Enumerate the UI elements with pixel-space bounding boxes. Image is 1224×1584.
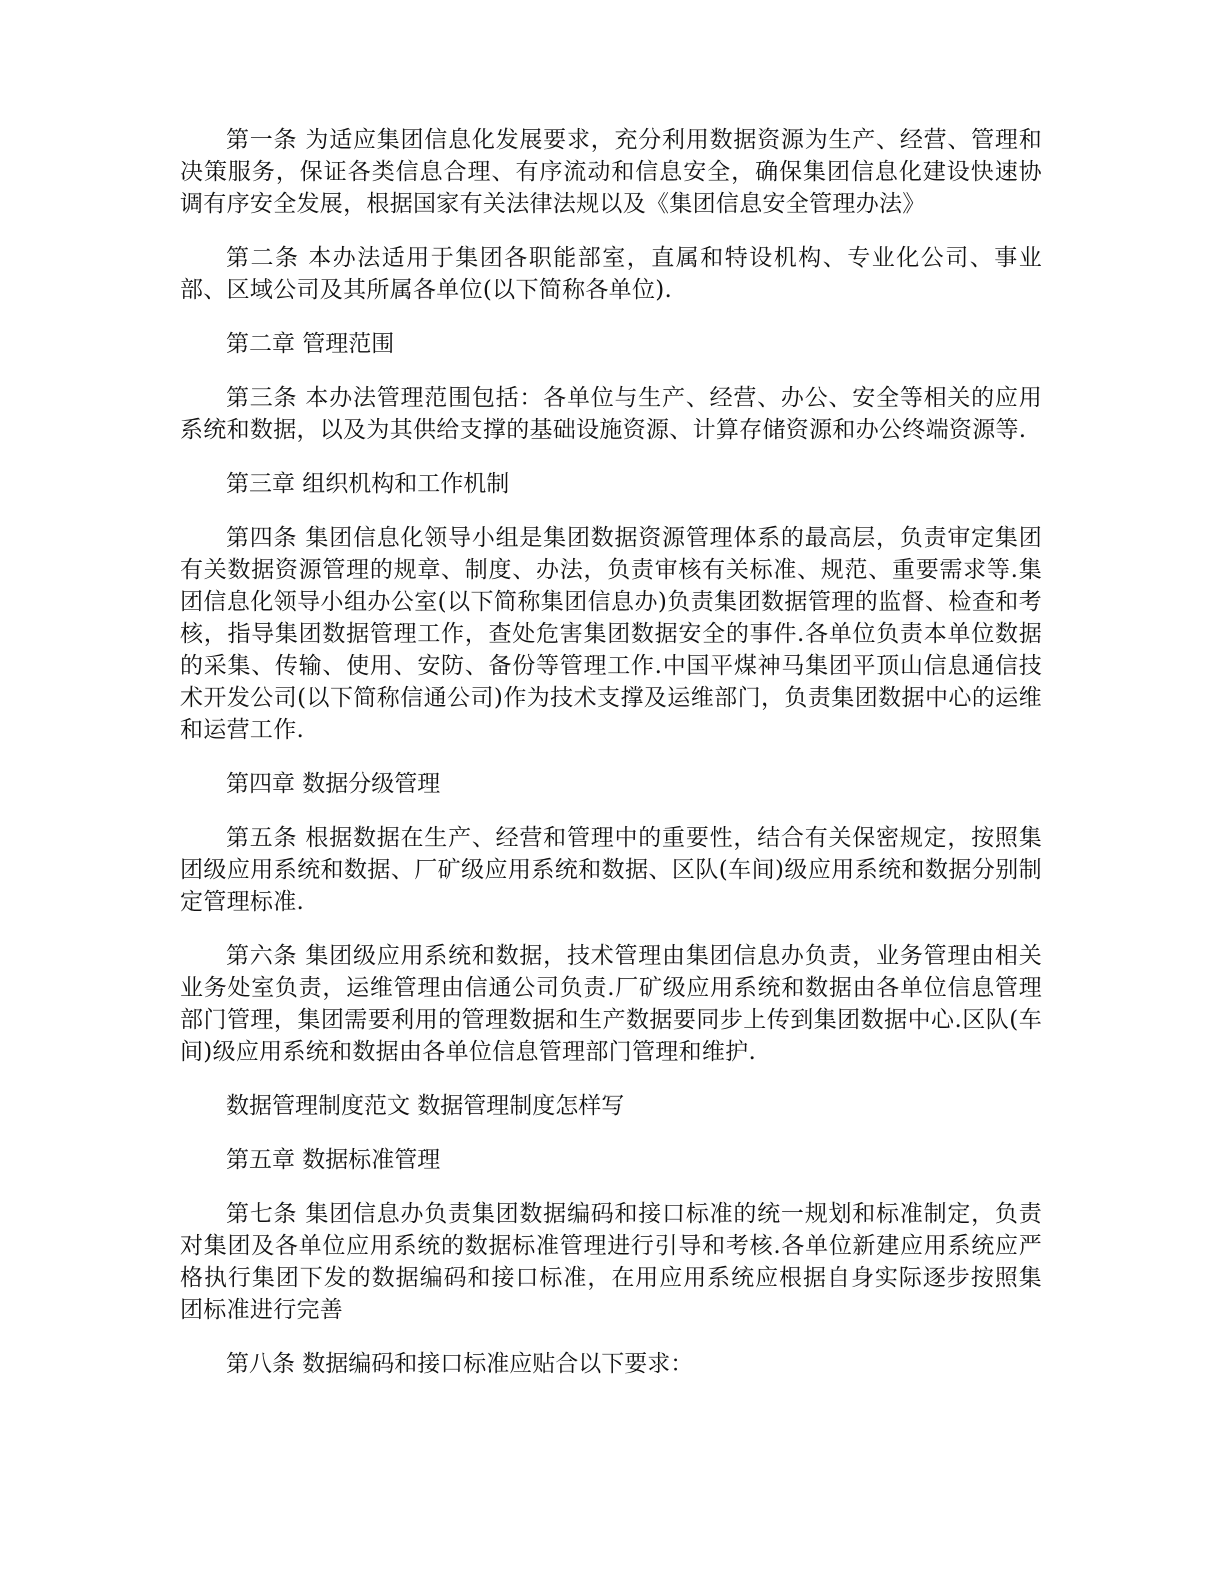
document-page (180, 124, 1042, 1402)
article-8-paragraph: 第八条 数据编码和接口标准应贴合以下要求： (226, 1351, 694, 1377)
chapter-2-heading: 第二章 管理范围 (226, 331, 395, 357)
article-3-paragraph: 第三条 本办法管理范围包括：各单位与生产、经营、办公、安全等相关的应用系统和数据，以及为其供给支撑的基础设施资源、计算存储资源和办公终端资源等. (180, 385, 1042, 443)
chapter-3-heading: 第三章 组织机构和工作机制 (226, 471, 510, 497)
article-2-paragraph: 第二条 本办法适用于集团各职能部室，直属和特设机构、专业化公司、事业部、区域公司及其所属各单位(以下简称各单位). (180, 245, 1042, 303)
chapter-5-heading: 第五章 数据标准管理 (226, 1147, 441, 1173)
article-6-paragraph: 第六条 集团级应用系统和数据，技术管理由集团信息办负责，业务管理由相关业务处室负责，运维管理由信通公司负责.厂矿级应用系统和数据由各单位信息管理部门管理，集团需要利用的管理数据和生产数据要同步上传到集团数据中心.区队(车间)级应用系统和数据由各单位信息管理部门管理和维护. (180, 943, 1042, 1065)
chapter-4-heading: 第四章 数据分级管理 (226, 771, 441, 797)
article-4-paragraph: 第四条 集团信息化领导小组是集团数据资源管理体系的最高层，负责审定集团有关数据资源管理的规章、制度、办法，负责审核有关标准、规范、重要需求等.集团信息化领导小组办公室(以下简称集团信息办)负责集团数据管理的监督、检查和考核，指导集团数据管理工作，查处危害集团数据安全的事件.各单位负责本单位数据的采集、传输、使用、安防、备份等管理工作.中国平煤神马集团平顶山信息通信技术开发公司(以下简称信通公司)作为技术支撑及运维部门，负责集团数据中心的运维和运营工作. (180, 525, 1042, 743)
article-7-paragraph: 第七条 集团信息办负责集团数据编码和接口标准的统一规划和标准制定，负责对集团及各单位应用系统的数据标准管理进行引导和考核.各单位新建应用系统应严格执行集团下发的数据编码和接口标准，在用应用系统应根据自身实际逐步按照集团标准进行完善 (180, 1201, 1042, 1323)
document-title-line: 数据管理制度范文 数据管理制度怎样写 (226, 1093, 625, 1119)
article-1-paragraph: 第一条 为适应集团信息化发展要求，充分利用数据资源为生产、经营、管理和决策服务，保证各类信息合理、有序流动和信息安全，确保集团信息化建设快速协调有序安全发展，根据国家有关法律法规以及《集团信息安全管理办法》 (180, 127, 1042, 217)
article-5-paragraph: 第五条 根据数据在生产、经营和管理中的重要性，结合有关保密规定，按照集团级应用系统和数据、厂矿级应用系统和数据、区队(车间)级应用系统和数据分别制定管理标准. (180, 825, 1042, 915)
